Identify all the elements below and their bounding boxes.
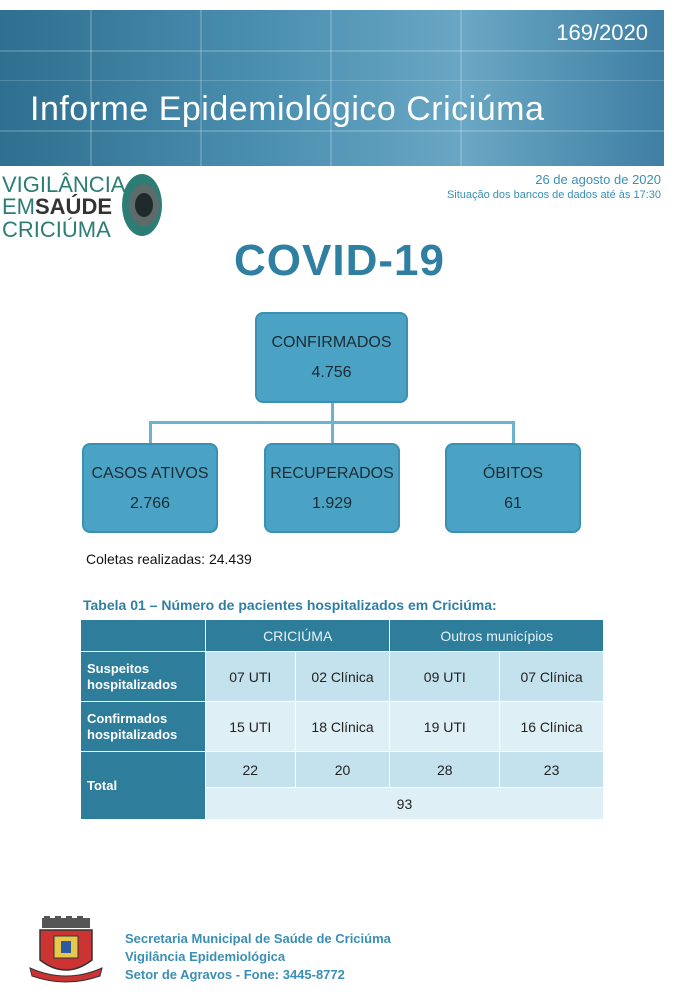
footer-line-2: Vigilância Epidemiológica xyxy=(125,949,286,964)
row-label-line: hospitalizados xyxy=(87,726,178,742)
row-label-line: hospitalizados xyxy=(87,676,178,692)
row-label-line: Confirmados xyxy=(87,710,168,726)
page-title: Informe Epidemiológico Criciúma xyxy=(30,90,545,128)
table-title: Tabela 01 – Número de pacientes hospitalizados em Criciúma: xyxy=(83,597,497,613)
total-cell: 28 xyxy=(390,752,500,788)
connector-line xyxy=(331,402,334,422)
table-cell: 07 Clínica xyxy=(500,652,604,702)
confirmados-box xyxy=(255,312,408,403)
hospitalized-table xyxy=(80,619,604,820)
coletas-realizadas: Coletas realizadas: 24.439 xyxy=(86,551,252,567)
table-header-blank xyxy=(81,620,206,652)
table-cell: 19 UTI xyxy=(390,702,500,752)
obitos-box xyxy=(445,443,581,533)
row-label-total: Total xyxy=(81,752,206,820)
casos-ativos-value: 2.766 xyxy=(129,495,171,512)
table-row-totals xyxy=(81,752,604,788)
table-header-row xyxy=(81,620,604,652)
criciuma-crest-icon xyxy=(28,916,104,984)
eye-icon xyxy=(122,172,166,238)
banner-decor xyxy=(90,10,92,166)
banner-decor xyxy=(0,130,664,132)
row-label-line: Suspeitos xyxy=(87,660,150,676)
report-date: 26 de agosto de 2020 xyxy=(535,172,661,187)
banner-decor xyxy=(330,10,332,166)
banner-decor xyxy=(0,50,664,52)
total-cell: 20 xyxy=(295,752,390,788)
issue-number: 169/2020 xyxy=(556,20,648,45)
footer-line-3: Setor de Agravos - Fone: 3445-8772 xyxy=(125,967,345,982)
database-situation: Situação dos bancos de dados até às 17:30 xyxy=(446,189,661,201)
casos-ativos-label: CASOS ATIVOS xyxy=(91,465,209,482)
grand-total-cell: 93 xyxy=(205,788,603,820)
col-group-outros: Outros municípios xyxy=(390,620,604,652)
logo-line-2b: SAÚDE xyxy=(35,194,113,219)
table-cell: 15 UTI xyxy=(205,702,295,752)
logo-line-2a: EM xyxy=(2,194,35,219)
row-label-suspeitos xyxy=(81,652,206,702)
table-row xyxy=(81,652,604,702)
table-cell: 07 UTI xyxy=(205,652,295,702)
row-label-confirmados xyxy=(81,702,206,752)
date-block xyxy=(447,172,661,201)
logo-line-3: CRICIÚMA xyxy=(2,217,111,242)
confirmados-label: CONFIRMADOS xyxy=(271,334,392,351)
casos-ativos-box xyxy=(82,443,218,533)
footer xyxy=(125,930,391,984)
col-group-criciuma: CRICIÚMA xyxy=(205,620,390,652)
logo-line-1: VIGILÂNCIA xyxy=(2,172,126,197)
banner-decor xyxy=(200,10,202,166)
recuperados-value: 1.929 xyxy=(311,495,353,512)
table-cell: 16 Clínica xyxy=(500,702,604,752)
table-cell: 09 UTI xyxy=(390,652,500,702)
confirmados-value: 4.756 xyxy=(311,364,352,381)
header-banner xyxy=(0,10,664,166)
connector-line xyxy=(512,421,515,445)
total-cell: 22 xyxy=(205,752,295,788)
recuperados-label: RECUPERADOS xyxy=(270,465,394,482)
covid-title: COVID-19 xyxy=(234,236,445,285)
obitos-value: 61 xyxy=(504,495,522,512)
total-cell: 23 xyxy=(500,752,604,788)
obitos-label: ÓBITOS xyxy=(482,465,544,482)
table-cell: 18 Clínica xyxy=(295,702,390,752)
connector-line xyxy=(331,421,334,445)
vigilancia-logo xyxy=(0,170,170,242)
banner-decor xyxy=(460,10,462,166)
banner-decor xyxy=(0,80,664,81)
footer-line-1: Secretaria Municipal de Saúde de Criciúma xyxy=(125,931,391,946)
connector-line xyxy=(149,421,152,445)
table-cell: 02 Clínica xyxy=(295,652,390,702)
recuperados-box xyxy=(264,443,400,533)
table-row xyxy=(81,702,604,752)
